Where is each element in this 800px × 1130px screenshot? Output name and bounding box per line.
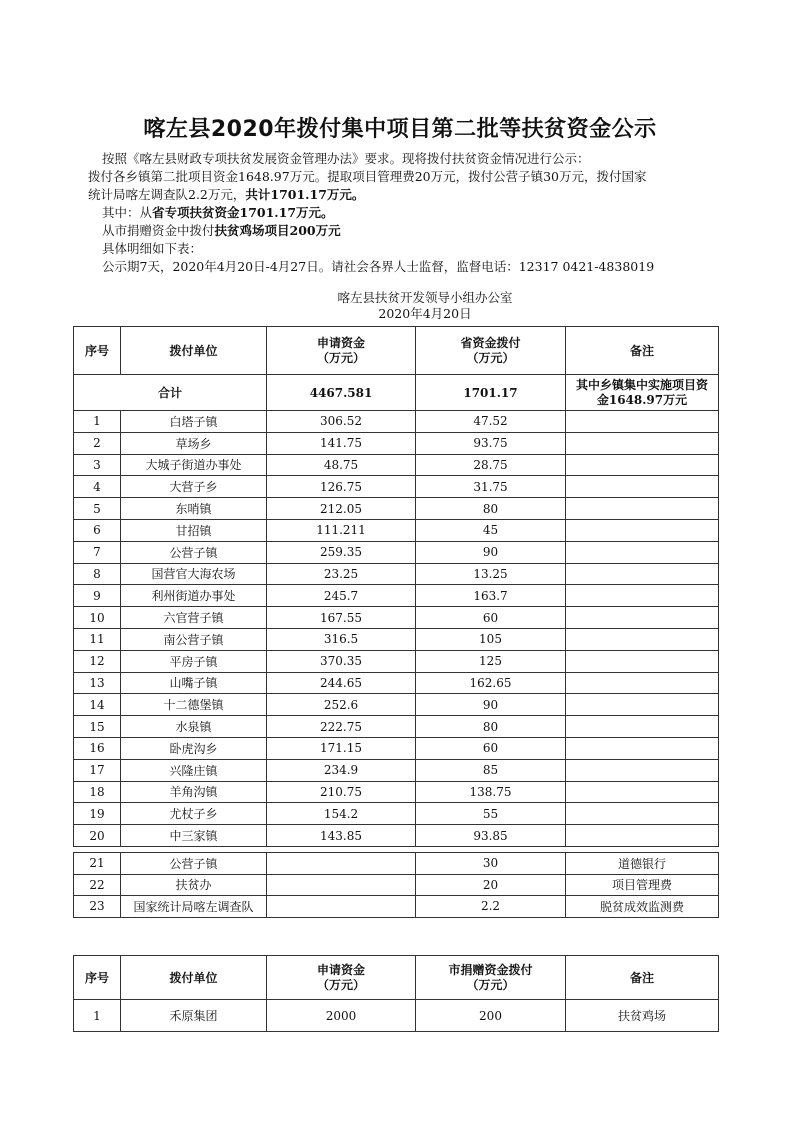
- intro-chicken-farm: 扶贫鸡场项目200万元: [214, 223, 341, 238]
- cell-note: [566, 628, 719, 650]
- signature-org: 喀左县扶贫开发领导小组办公室: [337, 290, 513, 305]
- cell-grant: 93.85: [416, 825, 566, 847]
- cell-grant: 93.75: [416, 432, 566, 454]
- cell-no: 16: [74, 737, 121, 759]
- cell-grant: 28.75: [416, 454, 566, 476]
- cell-unit: 白塔子镇: [121, 411, 267, 433]
- cell-apply: 210.75: [267, 781, 416, 803]
- header-note: 备注: [566, 956, 719, 1000]
- cell-unit: 国营官大海农场: [121, 563, 267, 585]
- cell-unit: 卧虎沟乡: [121, 737, 267, 759]
- cell-unit: 十二德堡镇: [121, 694, 267, 716]
- cell-apply: 316.5: [267, 628, 416, 650]
- cell-note: 扶贫鸡场: [566, 1000, 719, 1032]
- cell-apply: 234.9: [267, 759, 416, 781]
- cell-grant: 60: [416, 607, 566, 629]
- cell-note: [566, 672, 719, 694]
- cell-apply: 23.25: [267, 563, 416, 585]
- cell-unit: 尤杖子乡: [121, 803, 267, 825]
- cell-apply: 141.75: [267, 432, 416, 454]
- cell-apply: [267, 896, 416, 918]
- total-label: 合计: [74, 375, 267, 411]
- cell-unit: 兴隆庄镇: [121, 759, 267, 781]
- cell-unit: 甘招镇: [121, 519, 267, 541]
- table-row: [74, 650, 719, 672]
- intro-line-7: 公示期7天，2020年4月20日-4月27日。请社会各界人士监督，监督电话：12317 0421-4838019: [102, 259, 655, 274]
- cell-grant: 80: [416, 716, 566, 738]
- intro-line-3-text: 统计局喀左调查队2.2万元，: [88, 187, 246, 202]
- table-row: [74, 411, 719, 433]
- cell-apply: 370.35: [267, 650, 416, 672]
- cell-unit: 公营子镇: [121, 853, 267, 875]
- cell-no: 5: [74, 498, 121, 520]
- cell-note: [566, 563, 719, 585]
- header-unit: 拨付单位: [121, 956, 267, 1000]
- cell-no: 8: [74, 563, 121, 585]
- cell-note: [566, 607, 719, 629]
- cell-apply: 126.75: [267, 476, 416, 498]
- cell-note: 脱贫成效监测费: [566, 896, 719, 918]
- cell-no: 9: [74, 585, 121, 607]
- table-row: [74, 874, 719, 896]
- cell-unit: 大城子街道办事处: [121, 454, 267, 476]
- cell-grant: 31.75: [416, 476, 566, 498]
- table-row: [74, 1000, 719, 1032]
- cell-unit: 南公营子镇: [121, 628, 267, 650]
- table-row: [74, 825, 719, 847]
- intro-line-4-text: 其中：从: [102, 205, 153, 220]
- cell-unit: 中三家镇: [121, 825, 267, 847]
- fund-table-city: [73, 955, 719, 1032]
- cell-no: 19: [74, 803, 121, 825]
- cell-unit: 禾原集团: [121, 1000, 267, 1032]
- intro-line-6: 具体明细如下表：: [102, 241, 203, 256]
- table-row: [74, 628, 719, 650]
- cell-apply: 259.35: [267, 541, 416, 563]
- cell-unit: 草场乡: [121, 432, 267, 454]
- cell-note: [566, 519, 719, 541]
- table-row: [74, 853, 719, 875]
- cell-apply: 252.6: [267, 694, 416, 716]
- cell-no: 15: [74, 716, 121, 738]
- header-apply: 申请资金 （万元）: [267, 956, 416, 1000]
- cell-unit: 公营子镇: [121, 541, 267, 563]
- cell-grant: 45: [416, 519, 566, 541]
- cell-no: 13: [74, 672, 121, 694]
- signature-date: 2020年4月20日: [378, 306, 472, 321]
- table-row: [74, 541, 719, 563]
- intro-province-fund: 省专项扶贫资金1701.17万元。: [152, 205, 334, 220]
- cell-no: 18: [74, 781, 121, 803]
- table-row: [74, 563, 719, 585]
- table-row: [74, 694, 719, 716]
- intro-text: [88, 150, 718, 276]
- cell-no: 23: [74, 896, 121, 918]
- table-header-row: [74, 327, 719, 375]
- cell-note: [566, 759, 719, 781]
- fund-table-province: [73, 326, 719, 847]
- cell-grant: 162.65: [416, 672, 566, 694]
- cell-grant: 55: [416, 803, 566, 825]
- cell-unit: 六官营子镇: [121, 607, 267, 629]
- cell-grant: 30: [416, 853, 566, 875]
- cell-grant: 105: [416, 628, 566, 650]
- cell-no: 14: [74, 694, 121, 716]
- header-grant: 市捐赠资金拨付 （万元）: [416, 956, 566, 1000]
- cell-apply: [267, 853, 416, 875]
- table-row: [74, 454, 719, 476]
- header-no: 序号: [74, 956, 121, 1000]
- cell-grant: 200: [416, 1000, 566, 1032]
- cell-note: [566, 541, 719, 563]
- cell-no: 1: [74, 1000, 121, 1032]
- header-unit: 拨付单位: [121, 327, 267, 375]
- cell-unit: 国家统计局喀左调查队: [121, 896, 267, 918]
- cell-no: 17: [74, 759, 121, 781]
- cell-apply: 2000: [267, 1000, 416, 1032]
- cell-unit: 扶贫办: [121, 874, 267, 896]
- header-note: 备注: [566, 327, 719, 375]
- cell-grant: 90: [416, 694, 566, 716]
- table-row: [74, 519, 719, 541]
- cell-grant: 125: [416, 650, 566, 672]
- total-row: [74, 375, 719, 411]
- table-row: [74, 759, 719, 781]
- cell-apply: 167.55: [267, 607, 416, 629]
- cell-apply: 306.52: [267, 411, 416, 433]
- cell-apply: 212.05: [267, 498, 416, 520]
- table-row: [74, 585, 719, 607]
- cell-note: [566, 498, 719, 520]
- cell-apply: 143.85: [267, 825, 416, 847]
- fund-table-extra: [73, 852, 719, 918]
- cell-no: 3: [74, 454, 121, 476]
- cell-no: 6: [74, 519, 121, 541]
- intro-line-3: [88, 186, 718, 204]
- cell-unit: 东哨镇: [121, 498, 267, 520]
- cell-grant: 90: [416, 541, 566, 563]
- cell-note: [566, 585, 719, 607]
- cell-no: 21: [74, 853, 121, 875]
- total-apply: 4467.581: [267, 375, 416, 411]
- cell-no: 1: [74, 411, 121, 433]
- intro-line-1: 按照《喀左县财政专项扶贫发展资金管理办法》要求。现将拨付扶贫资金情况进行公示：: [102, 151, 590, 166]
- cell-note: [566, 803, 719, 825]
- cell-note: [566, 825, 719, 847]
- cell-note: [566, 694, 719, 716]
- cell-grant: 138.75: [416, 781, 566, 803]
- table-row: [74, 672, 719, 694]
- cell-unit: 山嘴子镇: [121, 672, 267, 694]
- page-title: 喀左县2020年拨付集中项目第二批等扶贫资金公示: [143, 117, 657, 142]
- header-no: 序号: [74, 327, 121, 375]
- intro-line-2: 拨付各乡镇第二批项目资金1648.97万元。提取项目管理费20万元，拨付公营子镇30万元，拨付国家: [88, 169, 647, 184]
- table-row: [74, 803, 719, 825]
- cell-grant: 163.7: [416, 585, 566, 607]
- cell-no: 12: [74, 650, 121, 672]
- table-row: [74, 607, 719, 629]
- cell-unit: 水泉镇: [121, 716, 267, 738]
- table-row: [74, 476, 719, 498]
- cell-grant: 60: [416, 737, 566, 759]
- cell-note: [566, 476, 719, 498]
- cell-grant: 2.2: [416, 896, 566, 918]
- total-note: 其中乡镇集中实施项目资金1648.97万元: [566, 375, 719, 411]
- intro-total: 共计1701.17万元。: [245, 187, 365, 202]
- cell-grant: 13.25: [416, 563, 566, 585]
- cell-grant: 20: [416, 874, 566, 896]
- cell-apply: 245.7: [267, 585, 416, 607]
- table-row: [74, 737, 719, 759]
- cell-note: [566, 411, 719, 433]
- cell-no: 20: [74, 825, 121, 847]
- cell-note: [566, 432, 719, 454]
- intro-line-5: [88, 222, 718, 240]
- cell-apply: 154.2: [267, 803, 416, 825]
- table-row: [74, 716, 719, 738]
- signature: [300, 290, 550, 322]
- cell-note: [566, 781, 719, 803]
- cell-grant: 47.52: [416, 411, 566, 433]
- cell-no: 2: [74, 432, 121, 454]
- intro-line-4: [88, 204, 718, 222]
- cell-note: 项目管理费: [566, 874, 719, 896]
- header-apply: 申请资金 （万元）: [267, 327, 416, 375]
- cell-apply: 244.65: [267, 672, 416, 694]
- cell-note: [566, 454, 719, 476]
- table-row: [74, 896, 719, 918]
- table-header-row: [74, 956, 719, 1000]
- cell-apply: [267, 874, 416, 896]
- cell-no: 22: [74, 874, 121, 896]
- cell-no: 11: [74, 628, 121, 650]
- cell-note: 道德银行: [566, 853, 719, 875]
- table-row: [74, 781, 719, 803]
- table-row: [74, 432, 719, 454]
- cell-grant: 85: [416, 759, 566, 781]
- cell-note: [566, 650, 719, 672]
- cell-no: 10: [74, 607, 121, 629]
- cell-apply: 222.75: [267, 716, 416, 738]
- cell-unit: 大营子乡: [121, 476, 267, 498]
- cell-unit: 平房子镇: [121, 650, 267, 672]
- cell-unit: 利州街道办事处: [121, 585, 267, 607]
- cell-no: 4: [74, 476, 121, 498]
- cell-note: [566, 737, 719, 759]
- cell-grant: 80: [416, 498, 566, 520]
- cell-unit: 羊角沟镇: [121, 781, 267, 803]
- cell-note: [566, 716, 719, 738]
- cell-no: 7: [74, 541, 121, 563]
- total-grant: 1701.17: [416, 375, 566, 411]
- cell-apply: 48.75: [267, 454, 416, 476]
- cell-apply: 111.211: [267, 519, 416, 541]
- intro-line-5-text: 从市捐赠资金中拨付: [102, 223, 215, 238]
- table-row: [74, 498, 719, 520]
- cell-apply: 171.15: [267, 737, 416, 759]
- header-grant: 省资金拨付 （万元）: [416, 327, 566, 375]
